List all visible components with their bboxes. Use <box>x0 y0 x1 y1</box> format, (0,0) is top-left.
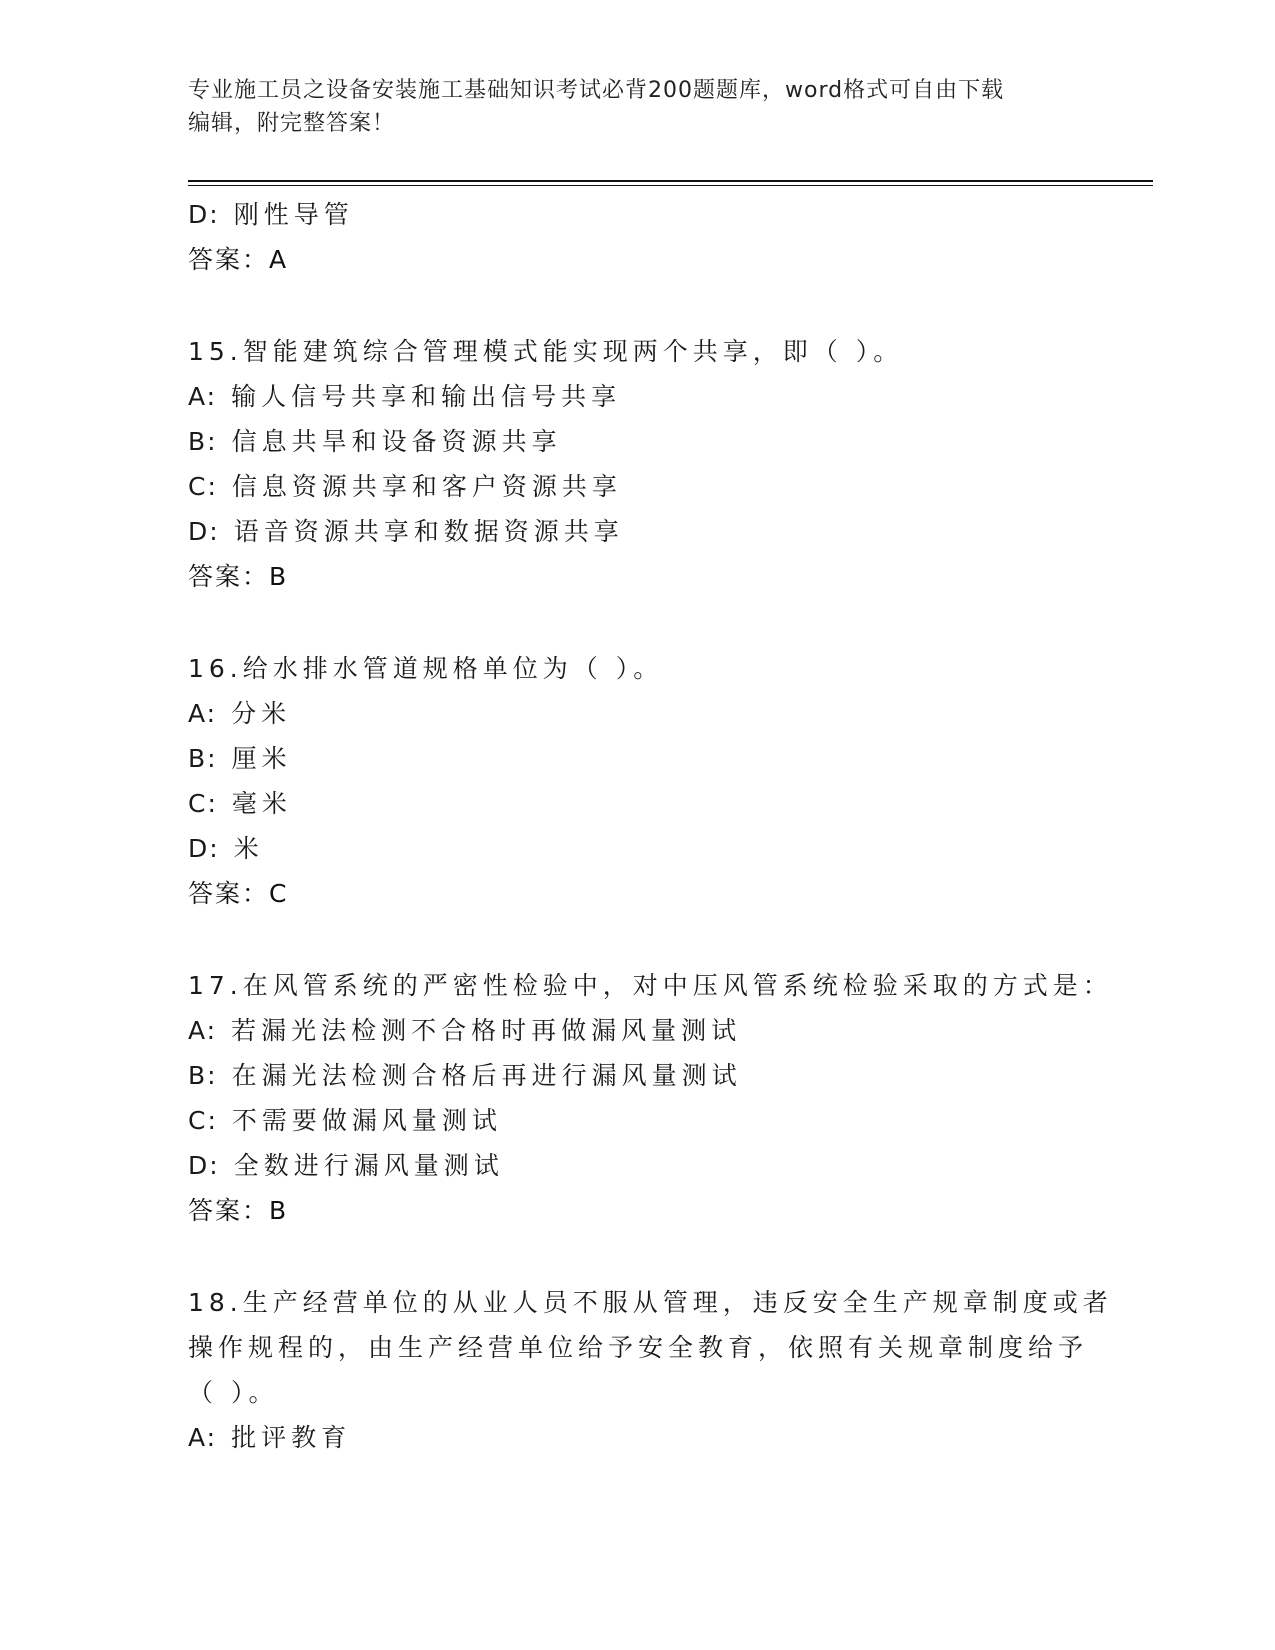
spacer <box>188 282 1088 329</box>
option-b <box>188 1053 1088 1098</box>
option-text: 全数进行漏风量测试 <box>233 1151 504 1180</box>
header-divider-thin <box>188 185 1153 186</box>
option-text: 输人信号共享和输出信号共享 <box>231 382 622 411</box>
option-label: A: <box>188 1423 218 1452</box>
option-label: A: <box>188 1016 218 1045</box>
question-stem-line-3: （ ）。 <box>188 1378 279 1407</box>
spacer <box>188 599 1088 646</box>
option-text: 厘米 <box>231 744 292 773</box>
option-d <box>188 826 1088 871</box>
option-label: D: <box>188 200 220 229</box>
option-a <box>188 1008 1088 1053</box>
question-stem: 16.给水排水管道规格单位为（ ）。 <box>188 654 664 683</box>
option-b <box>188 419 1088 464</box>
answer-line: 答案：B <box>188 1196 289 1225</box>
option-c <box>188 1098 1088 1143</box>
option-a <box>188 691 1088 736</box>
option-text: 米 <box>233 834 264 863</box>
header-title-line-2: 编辑，附完整答案！ <box>188 111 396 136</box>
option-d <box>188 509 1088 554</box>
option-text: 不需要做漏风量测试 <box>231 1106 502 1135</box>
option-c <box>188 464 1088 509</box>
option-label: D: <box>188 517 220 546</box>
question-stem: 17.在风管系统的严密性检验中，对中压风管系统检验采取的方式是： <box>188 971 1113 1000</box>
option-d <box>188 192 1088 237</box>
option-text: 刚性导管 <box>233 200 354 229</box>
header-title-line-1: 专业施工员之设备安装施工基础知识考试必背200题题库，word格式可自由下载 <box>188 78 1005 103</box>
header-divider-thick <box>188 180 1153 182</box>
option-text: 批评教育 <box>231 1423 352 1452</box>
option-label: B: <box>188 1061 218 1090</box>
spacer <box>188 1233 1088 1280</box>
option-label: B: <box>188 744 218 773</box>
option-a <box>188 374 1088 419</box>
option-a <box>188 1415 1088 1460</box>
page-header <box>188 74 1068 140</box>
question-stem-line-1: 18.生产经营单位的从业人员不服从管理，违反安全生产规章制度或者 <box>188 1288 1113 1317</box>
option-b <box>188 736 1088 781</box>
option-text: 信息资源共享和客户资源共享 <box>231 472 622 501</box>
question-list <box>188 192 1113 1460</box>
option-text: 语音资源共享和数据资源共享 <box>233 517 624 546</box>
option-label: D: <box>188 1151 220 1180</box>
option-label: C: <box>188 789 218 818</box>
question-stem: 15.智能建筑综合管理模式能实现两个共享，即（ ）。 <box>188 337 904 366</box>
question-stem-line-2: 操作规程的，由生产经营单位给予安全教育，依照有关规章制度给予 <box>188 1333 1089 1362</box>
option-label: A: <box>188 699 218 728</box>
option-text: 在漏光法检测合格后再进行漏风量测试 <box>231 1061 742 1090</box>
spacer <box>188 916 1088 963</box>
answer-line: 答案：B <box>188 562 289 591</box>
option-label: B: <box>188 427 218 456</box>
option-label: D: <box>188 834 220 863</box>
option-label: C: <box>188 472 218 501</box>
option-label: C: <box>188 1106 218 1135</box>
option-d <box>188 1143 1088 1188</box>
option-text: 分米 <box>231 699 292 728</box>
answer-line: 答案：C <box>188 879 289 908</box>
option-text: 若漏光法检测不合格时再做漏风量测试 <box>231 1016 742 1045</box>
answer-line: 答案：A <box>188 245 289 274</box>
option-text: 毫米 <box>231 789 292 818</box>
option-text: 信息共旱和设备资源共享 <box>231 427 562 456</box>
option-label: A: <box>188 382 218 411</box>
option-c <box>188 781 1088 826</box>
